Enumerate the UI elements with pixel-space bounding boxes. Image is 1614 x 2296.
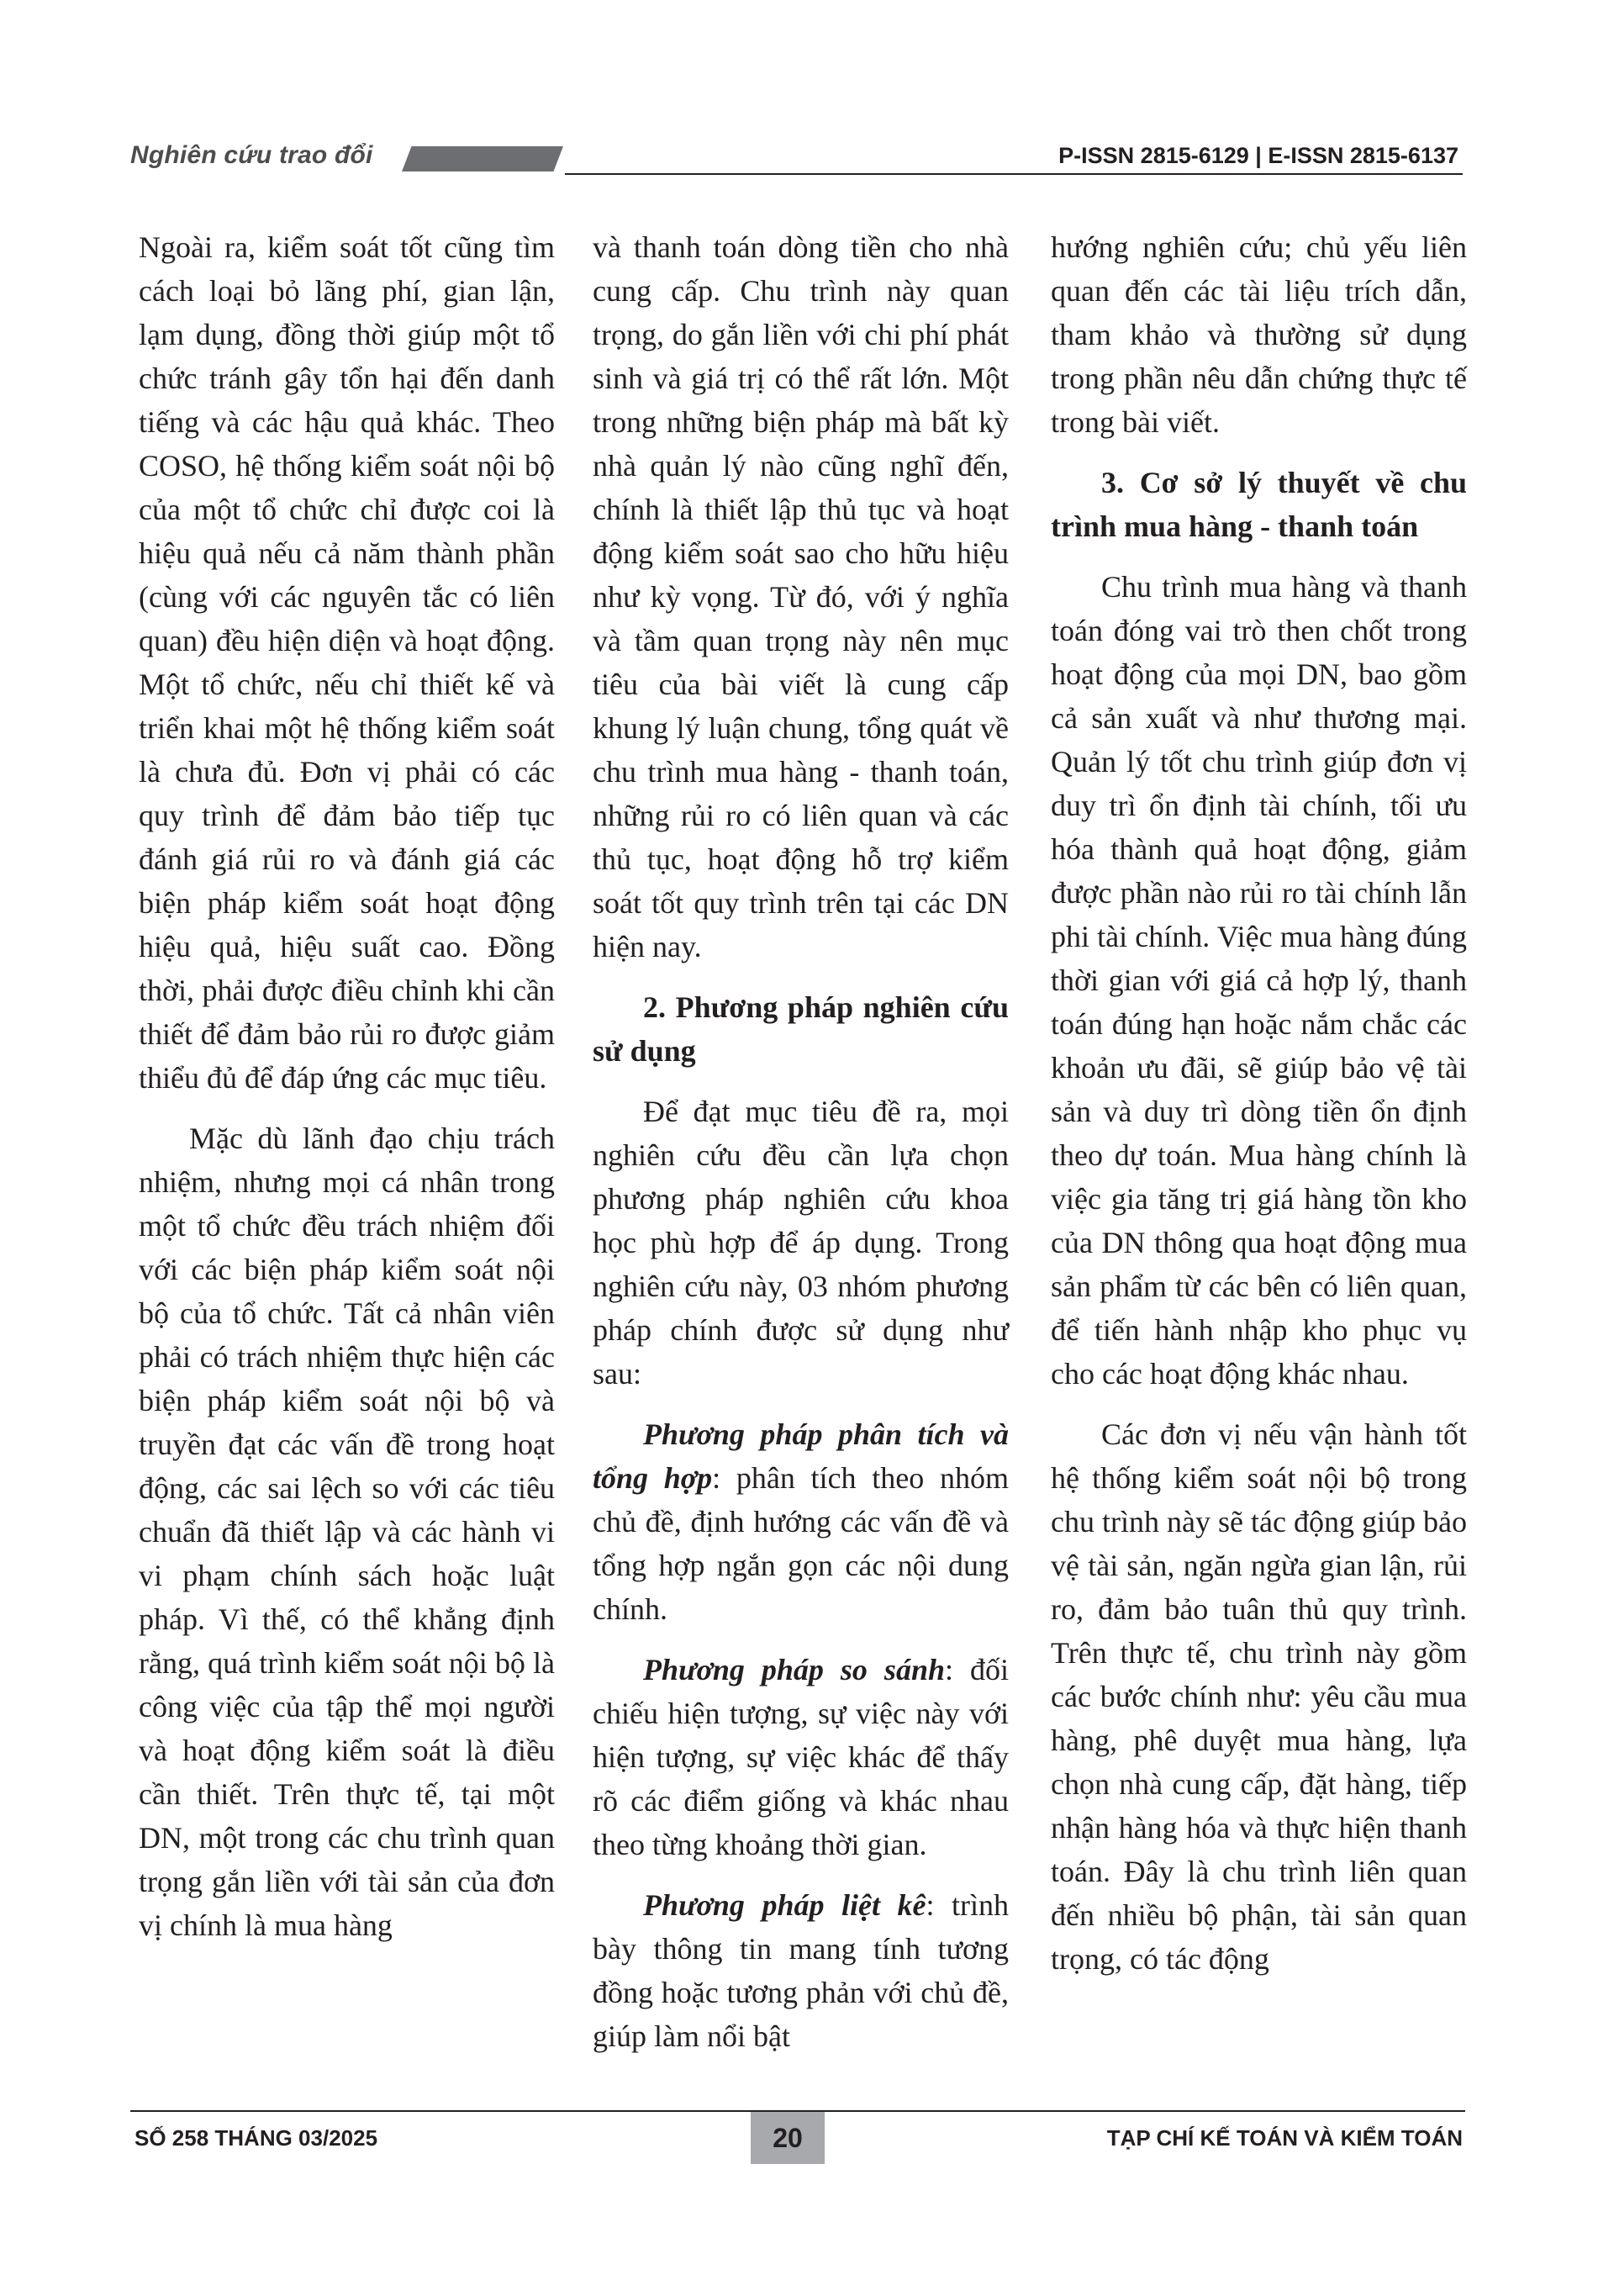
header-decorative-bar bbox=[402, 146, 563, 172]
method-description: : trình bày thông tin mang tính tương đồng hoặc tương phản với chủ đề, giúp làm nổi bật bbox=[593, 1888, 1010, 2053]
journal-name: TẠP CHÍ KẾ TOÁN VÀ KIỂM TOÁN bbox=[1106, 2125, 1463, 2151]
paragraph: và thanh toán dòng tiền cho nhà cung cấp. Chu trình này quan trọng, do gắn liền với chi phí phát sinh và giá trị có thể rất lớn. Một trong những biện pháp mà bất kỳ nhà quản lý nào cũng nghĩ đến, chính là thiết lập thủ tục và hoạt động kiểm soát sao cho hữu hiệu như kỳ vọng. Từ đó, với ý nghĩa và tầm quan trọng này nên mục tiêu của bài viết là cung cấp khung lý luận chung, tổng quát về chu trình mua hàng - thanh toán, những rủi ro có liên quan và các thủ tục, hoạt động hỗ trợ kiểm soát tốt quy trình trên tại các DN hiện nay. bbox=[593, 230, 1009, 963]
method-paragraph bbox=[593, 1883, 1009, 2058]
section-heading-2: 2. Phương pháp nghiên cứu sử dụng bbox=[593, 990, 1009, 1068]
section-title: Nghiên cứu trao đổi bbox=[130, 141, 373, 169]
paragraph: Các đơn vị nếu vận hành tốt hệ thống kiểm soát nội bộ trong chu trình này sẽ tác động giúp bảo vệ tài sản, ngăn ngừa gian lận, rủi ro, đảm bảo tuân thủ quy trình. Trên thực tế, chu trình này gồm các bước chính như: yêu cầu mua hàng, phê duyệt mua hàng, lựa chọn nhà cung cấp, đặt hàng, tiếp nhận hàng hóa và thực hiện thanh toán. Đây là chu trình liên quan đến nhiều bộ phận, tài sản quan trọng, có tác động bbox=[1051, 1417, 1467, 1976]
method-description: : phân tích theo nhóm chủ đề, định hướng các vấn đề và tổng hợp ngắn gọn các nội dung chính. bbox=[593, 1461, 1009, 1626]
paragraph: Mặc dù lãnh đạo chịu trách nhiệm, nhưng mọi cá nhân trong một tổ chức đều trách nhiệm đối với các biện pháp kiểm soát nội bộ của tổ chức. Tất cả nhân viên phải có trách nhiệm thực hiện các biện pháp kiểm soát nội bộ và truyền đạt các vấn đề trong hoạt động, các sai lệch so với các tiêu chuẩn đã thiết lập và các hành vi vi phạm chính sách hoặc luật pháp. Vì thế, có thể khẳng định rằng, quá trình kiểm soát nội bộ là công việc của tập thể mọi người và hoạt động kiểm soát là điều cần thiết. Trên thực tế, tại một DN, một trong các chu trình quan trọng gắn liền với tài sản của đơn vị chính là mua hàng bbox=[139, 1122, 555, 1942]
paragraph: Chu trình mua hàng và thanh toán đóng vai trò then chốt trong hoạt động của mọi DN, bao gồm cả sản xuất và như thương mại. Quản lý tốt chu trình giúp đơn vị duy trì ổn định tài chính, tối ưu hóa thành quả hoạt động, giảm được phần nào rủi ro tài chính lẫn phi tài chính. Việc mua hàng đúng thời gian với giá cả hợp lý, thanh toán đúng hạn hoặc nắm chắc các khoản ưu đãi, sẽ giúp bảo vệ tài sản và duy trì dòng tiền ổn định theo dự toán. Mua hàng chính là việc gia tăng trị giá hàng tồn kho của DN thông qua hoạt động mua sản phẩm từ các bên có liên quan, để tiến hành nhập kho phục vụ cho các hoạt động khác nhau. bbox=[1051, 570, 1467, 1391]
method-paragraph bbox=[593, 1648, 1009, 1866]
running-header bbox=[0, 135, 1614, 177]
paragraph: Để đạt mục tiêu đề ra, mọi nghiên cứu đều cần lựa chọn phương pháp nghiên cứu khoa học phù hợp để áp dụng. Trong nghiên cứu này, 03 nhóm phương pháp chính được sử dụng như sau: bbox=[593, 1095, 1009, 1391]
section-heading-3: 3. Cơ sở lý thuyết về chu trình mua hàng - thanh toán bbox=[1051, 466, 1467, 543]
issue-label: SỐ 258 THÁNG 03/2025 bbox=[134, 2125, 378, 2151]
method-description: : đối chiếu hiện tượng, sự việc này với hiện tượng, sự việc khác để thấy rõ các điểm giống và khác nhau theo từng khoảng thời gian. bbox=[593, 1653, 1009, 1861]
method-term: Phương pháp so sánh bbox=[643, 1653, 945, 1686]
method-term: Phương pháp phân tích và tổng hợp bbox=[593, 1417, 1009, 1495]
method-paragraph bbox=[593, 1412, 1009, 1631]
text-column-1 bbox=[139, 225, 555, 1942]
paragraph: Ngoài ra, kiểm soát tốt cũng tìm cách loại bỏ lãng phí, gian lận, lạm dụng, đồng thời giúp một tổ chức tránh gây tổn hại đến danh tiếng và các hậu quả khác. Theo COSO, hệ thống kiểm soát nội bộ của một tổ chức chỉ được coi là hiệu quả nếu cả năm thành phần (cùng với các nguyên tắc có liên quan) đều hiện diện và hoạt động. Một tổ chức, nếu chỉ thiết kế và triển khai một hệ thống kiểm soát là chưa đủ. Đơn vị phải có các quy trình để đảm bảo tiếp tục đánh giá rủi ro và đánh giá các biện pháp kiểm soát hoạt động hiệu quả, hiệu suất cao. Đồng thời, phải được điều chỉnh khi cần thiết để đảm bảo rủi ro được giảm thiểu đủ để đáp ứng các mục tiêu. bbox=[139, 230, 555, 1095]
issn-label: P-ISSN 2815-6129 | E-ISSN 2815-6137 bbox=[1058, 143, 1458, 168]
text-column-2 bbox=[593, 225, 1010, 2053]
text-column-3 bbox=[1051, 225, 1467, 1976]
paragraph: hướng nghiên cứu; chủ yếu liên quan đến các tài liệu trích dẫn, tham khảo và thường sử dụng trong phần nêu dẫn chứng thực tế trong bài viết. bbox=[1051, 230, 1467, 439]
page-number: 20 bbox=[751, 2112, 825, 2164]
method-term: Phương pháp liệt kê bbox=[643, 1888, 926, 1922]
